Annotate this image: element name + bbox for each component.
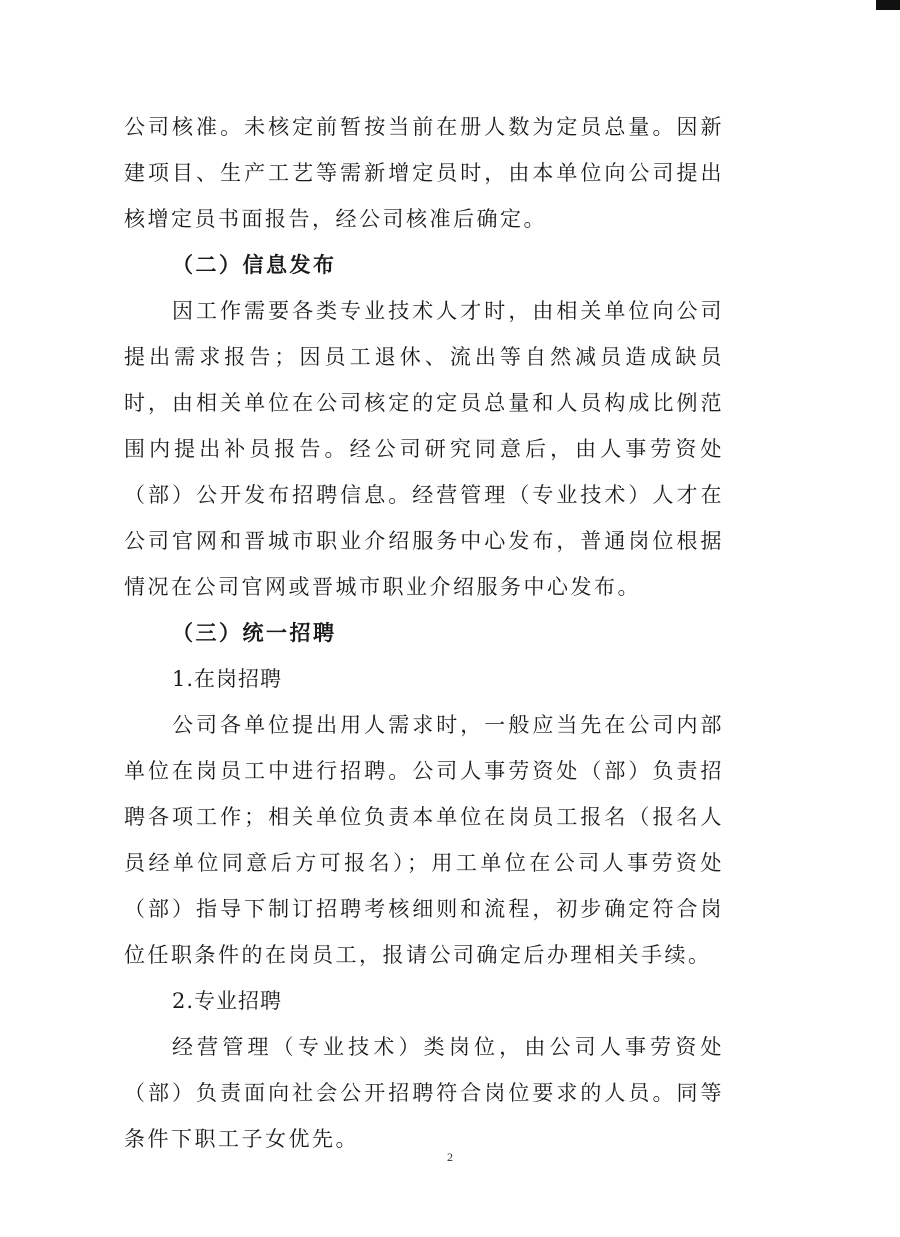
section-heading-info-release: （二）信息发布 xyxy=(172,252,337,277)
scan-corner-mark xyxy=(876,0,900,10)
subheading-onsite-recruitment: 1.在岗招聘 xyxy=(172,667,283,691)
section-heading-unified-recruitment: （三）统一招聘 xyxy=(172,620,337,645)
paragraph-onsite-recruitment: 公司各单位提出用人需求时，一般应当先在公司内部单位在岗员工中进行招聘。公司人事劳资处（部）负责招聘各项工作；相关单位负责本单位在岗员工报名（报名人员经单位同意后方可报名）；用工单位在公司人事劳资处（部）指导下制订招聘考核细则和流程，初步确定符合岗位任职条件的在岗员工，报请公司确定后办理相关手续。 xyxy=(124,713,724,967)
paragraph-continuation: 公司核准。未核定前暂按当前在册人数为定员总量。因新建项目、生产工艺等需新增定员时，由本单位向公司提出核增定员书面报告，经公司核准后确定。 xyxy=(124,115,724,231)
paragraph-info-release: 因工作需要各类专业技术人才时，由相关单位向公司提出需求报告；因员工退休、流出等自然减员造成缺员时，由相关单位在公司核定的定员总量和人员构成比例范围内提出补员报告。经公司研究同意后，由人事劳资处（部）公开发布招聘信息。经营管理（专业技术）人才在公司官网和晋城市职业介绍服务中心发布，普通岗位根据情况在公司官网或晋城市职业介绍服务中心发布。 xyxy=(124,299,724,599)
paragraph-professional-recruitment: 经营管理（专业技术）类岗位，由公司人事劳资处（部）负责面向社会公开招聘符合岗位要求的人员。同等条件下职工子女优先。 xyxy=(124,1035,724,1151)
document-body xyxy=(124,104,724,1162)
subheading-professional-recruitment: 2.专业招聘 xyxy=(172,989,283,1013)
page-number: 2 xyxy=(447,1150,453,1164)
